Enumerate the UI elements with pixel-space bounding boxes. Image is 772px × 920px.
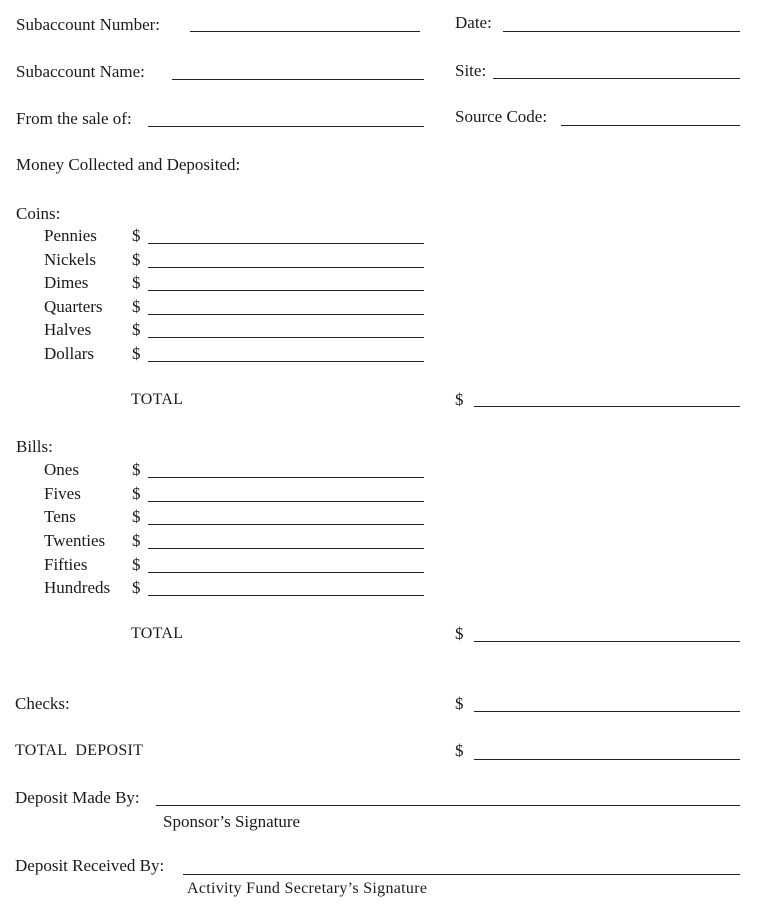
bills-heading: Bills:	[16, 437, 53, 456]
subaccount-name-field[interactable]	[172, 79, 424, 80]
bill-label-tens: Tens	[44, 507, 76, 526]
dollar-sign: $	[132, 507, 141, 526]
hundreds-field[interactable]	[148, 595, 424, 596]
coin-label-pennies: Pennies	[44, 226, 97, 245]
sale-label: From the sale of:	[16, 109, 132, 128]
dollar-sign: $	[455, 390, 464, 409]
sponsor-signature-caption: Sponsor’s Signature	[163, 812, 301, 831]
coin-label-dollars: Dollars	[44, 344, 95, 363]
dollar-sign: $	[132, 297, 141, 316]
coin-label-halves: Halves	[44, 320, 92, 339]
bill-label-ones: Ones	[44, 460, 79, 479]
ones-field[interactable]	[148, 477, 424, 478]
coin-label-quarters: Quarters	[44, 297, 103, 316]
dollar-sign: $	[132, 578, 141, 597]
fifties-field[interactable]	[148, 572, 424, 573]
dollar-sign: $	[132, 460, 141, 479]
dollars-field[interactable]	[148, 361, 424, 362]
source-code-label: Source Code:	[455, 107, 548, 126]
site-label: Site:	[455, 61, 487, 80]
subaccount-name-label: Subaccount Name:	[16, 62, 145, 81]
bills-total-label: TOTAL	[131, 625, 184, 642]
halves-field[interactable]	[148, 337, 424, 338]
site-field[interactable]	[493, 78, 740, 79]
dollar-sign: $	[132, 250, 141, 269]
dimes-field[interactable]	[148, 290, 424, 291]
dollar-sign: $	[132, 320, 141, 339]
total-deposit-label: TOTAL DEPOSIT	[15, 742, 144, 759]
quarters-field[interactable]	[148, 314, 424, 315]
dollar-sign: $	[132, 531, 141, 550]
tens-field[interactable]	[148, 524, 424, 525]
coins-total-field[interactable]	[474, 406, 740, 407]
date-field[interactable]	[503, 31, 740, 32]
coin-label-nickels: Nickels	[44, 250, 96, 269]
fives-field[interactable]	[148, 501, 424, 502]
sponsor-signature-field[interactable]	[156, 805, 740, 806]
nickels-field[interactable]	[148, 267, 424, 268]
pennies-field[interactable]	[148, 243, 424, 244]
subaccount-number-field[interactable]	[190, 31, 420, 32]
bill-label-fifties: Fifties	[44, 555, 88, 574]
secretary-signature-field[interactable]	[183, 874, 740, 875]
secretary-signature-caption: Activity Fund Secretary’s Signature	[187, 880, 428, 897]
bills-total-field[interactable]	[474, 641, 740, 642]
dollar-sign: $	[132, 226, 141, 245]
coin-label-dimes: Dimes	[44, 273, 89, 292]
bill-label-fives: Fives	[44, 484, 81, 503]
deposit-made-by-label: Deposit Made By:	[15, 788, 140, 807]
dollar-sign: $	[132, 484, 141, 503]
twenties-field[interactable]	[148, 548, 424, 549]
deposit-received-by-label: Deposit Received By:	[15, 856, 165, 875]
dollar-sign: $	[455, 694, 464, 713]
coins-heading: Coins:	[16, 204, 61, 223]
dollar-sign: $	[455, 741, 464, 760]
dollar-sign: $	[132, 555, 141, 574]
total-deposit-field[interactable]	[474, 759, 740, 760]
dollar-sign: $	[132, 273, 141, 292]
date-label: Date:	[455, 13, 492, 32]
sale-field[interactable]	[148, 126, 424, 127]
subaccount-number-label: Subaccount Number:	[16, 15, 160, 34]
coins-total-label: TOTAL	[131, 391, 184, 408]
checks-label: Checks:	[15, 694, 70, 713]
dollar-sign: $	[132, 344, 141, 363]
checks-field[interactable]	[474, 711, 740, 712]
bill-label-hundreds: Hundreds	[44, 578, 111, 597]
bill-label-twenties: Twenties	[44, 531, 106, 550]
dollar-sign: $	[455, 624, 464, 643]
source-code-field[interactable]	[561, 125, 740, 126]
money-heading: Money Collected and Deposited:	[16, 155, 241, 174]
